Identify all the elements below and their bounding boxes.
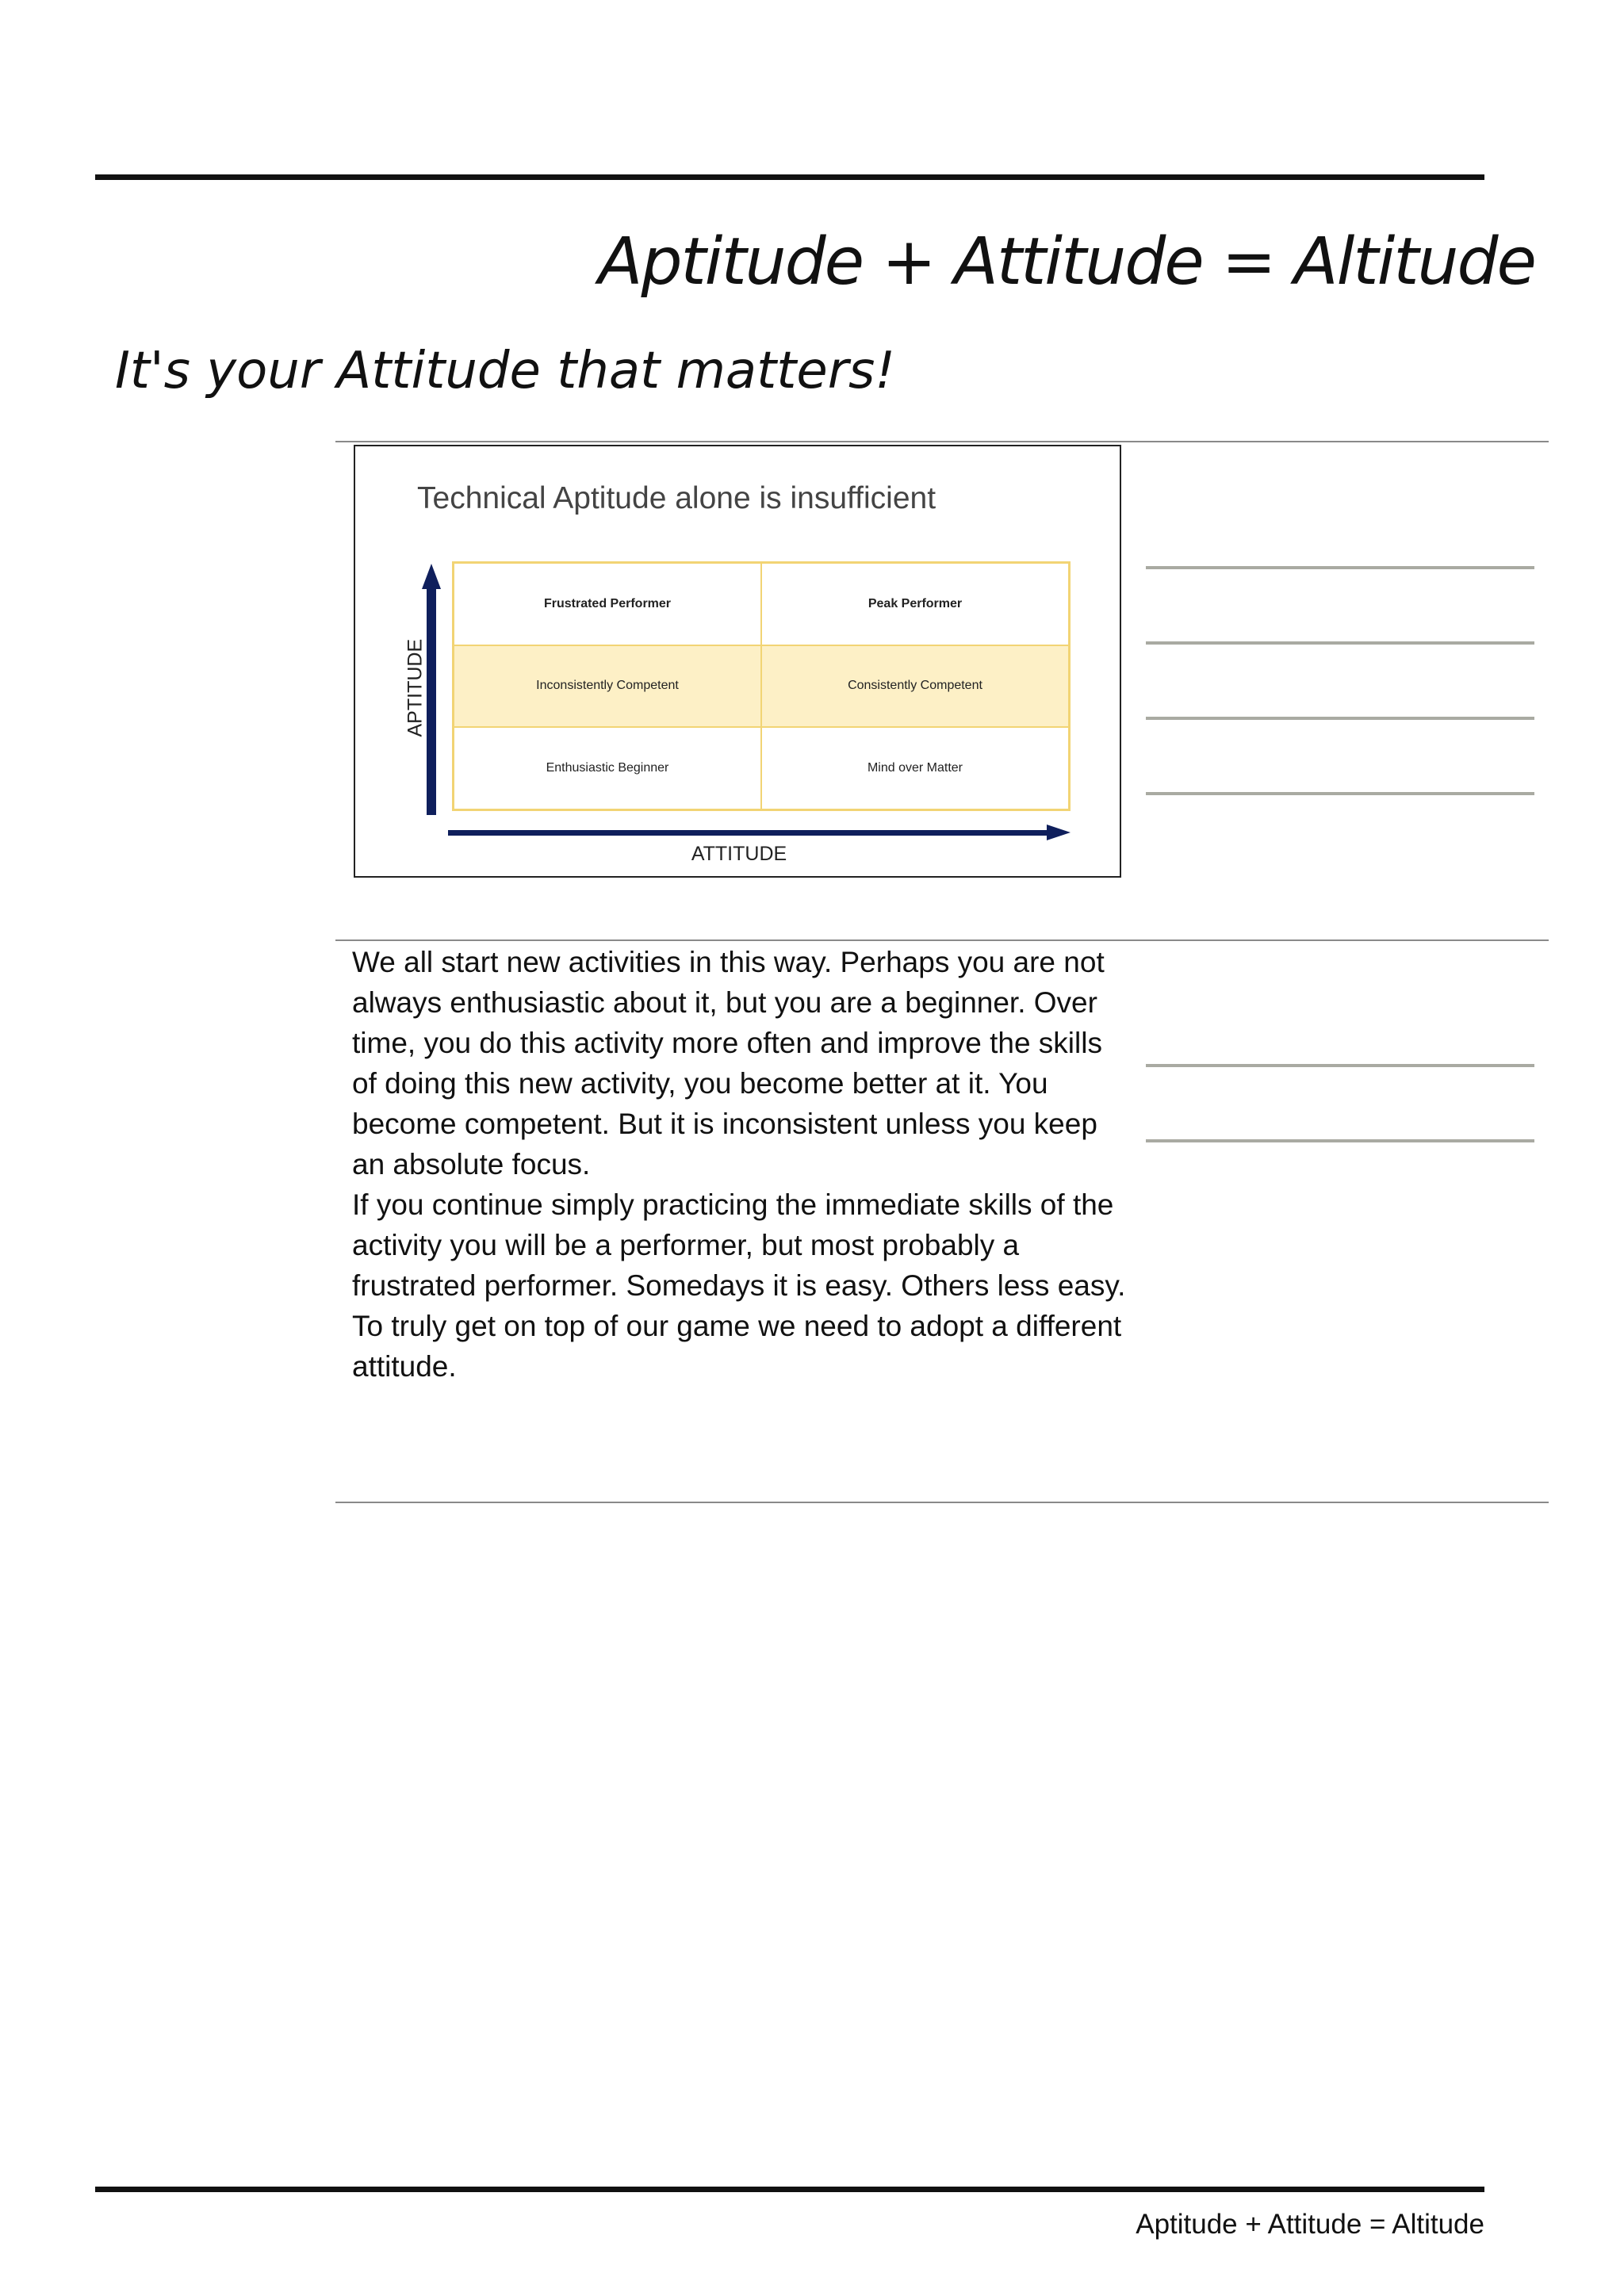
x-axis-arrowhead — [1047, 825, 1071, 840]
note-line — [1146, 1064, 1534, 1067]
grid-cell-frustrated-performer: Frustrated Performer — [454, 563, 761, 645]
grid-cell-enthusiastic-beginner: Enthusiastic Beginner — [454, 727, 761, 809]
y-axis-shaft — [427, 585, 436, 815]
body-paragraph: We all start new activities in this way. Perhaps you are not always enthusiastic about it, but you are a beginner. Over time, you do this activity more often and improve the skills of doing this new activity, you become better at it. You become competent. But it is inconsistent unless you keep an absolute focus. — [352, 946, 1105, 1181]
section-divider-bottom — [335, 1502, 1549, 1503]
grid-cell-consistently-competent: Consistently Competent — [761, 645, 1069, 728]
page-subtitle: It's your Attitude that matters! — [115, 342, 895, 400]
bottom-rule — [95, 2187, 1484, 2192]
y-axis-label: APTITUDE — [404, 638, 427, 737]
footer-title: Aptitude + Attitude = Altitude — [1136, 2209, 1484, 2240]
grid-cell-inconsistently-competent: Inconsistently Competent — [454, 645, 761, 728]
performance-grid — [452, 561, 1071, 811]
body-paragraph: If you continue simply practicing the immediate skills of the activity you will be a performer, but most probably a frustrated performer. Somedays it is easy. Others less easy. — [352, 1188, 1126, 1302]
x-axis-label: ATTITUDE — [691, 843, 787, 865]
body-text — [352, 942, 1129, 1387]
page-title: Aptitude + Attitude = Altitude — [598, 224, 1535, 300]
note-line — [1146, 641, 1534, 645]
section-divider-middle — [335, 939, 1549, 941]
body-paragraph: To truly get on top of our game we need to adopt a different attitude. — [352, 1310, 1122, 1383]
note-line — [1146, 1139, 1534, 1142]
section-divider-top — [335, 441, 1549, 442]
grid-cell-mind-over-matter: Mind over Matter — [761, 727, 1069, 809]
slide-figure — [354, 445, 1121, 878]
note-line — [1146, 792, 1534, 795]
grid-cell-peak-performer: Peak Performer — [761, 563, 1069, 645]
note-line — [1146, 566, 1534, 569]
slide-title: Technical Aptitude alone is insufficient — [417, 481, 936, 515]
x-axis-shaft — [448, 830, 1059, 836]
top-rule — [95, 174, 1484, 180]
note-line — [1146, 717, 1534, 720]
y-axis-arrowhead — [422, 564, 441, 589]
